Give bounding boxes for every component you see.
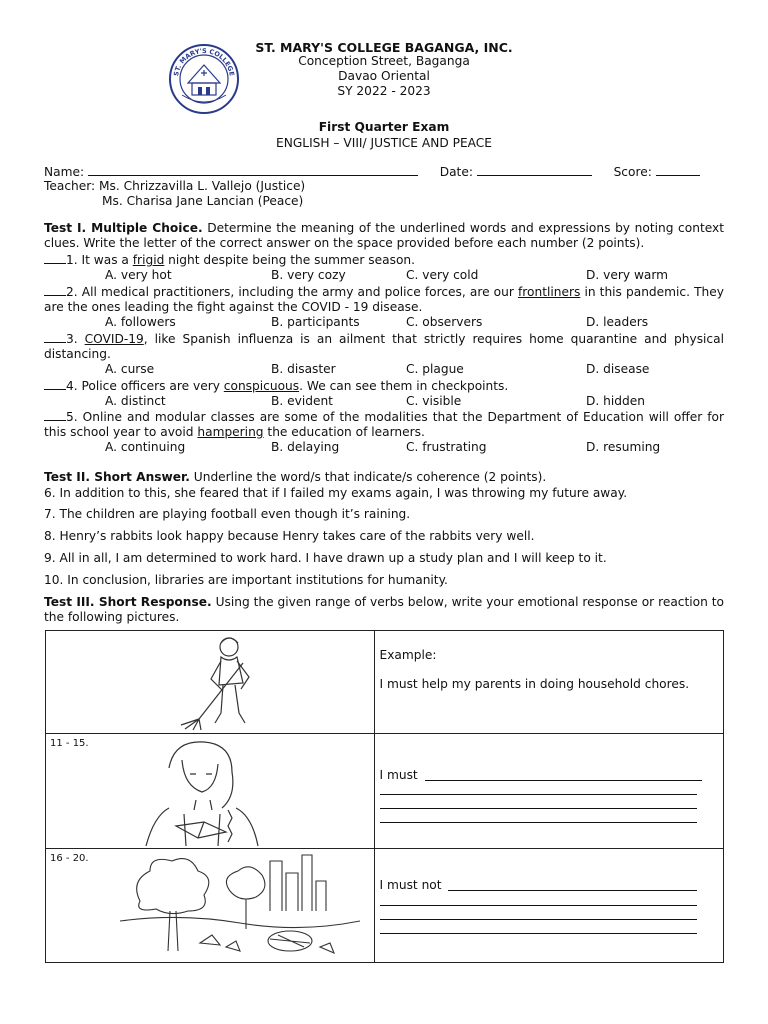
answer-blank-4[interactable] [44,378,66,390]
school-province: Davao Oriental [338,69,430,83]
choice-3d: D. disease [586,362,650,376]
student-info-row [44,164,724,180]
choice-4d: D. hidden [586,394,645,408]
i-must-not-label: I must not [379,878,442,892]
test2-instruction: Underline the word/s that indicate/s coherence (2 points). [193,470,547,484]
score-field[interactable] [656,164,700,176]
choice-1b: B. very cozy [271,268,346,282]
answer-line[interactable] [380,933,697,934]
school-name: ST. MARY'S COLLEGE BAGANGA, INC. [255,40,513,55]
answer-line[interactable] [425,780,702,781]
woman-reading-picture [124,738,274,846]
teacher-2: Ms. Charisa Jane Lancian (Peace) [102,194,304,208]
school-street: Conception Street, Baganga [298,54,470,68]
answer-blank-1[interactable] [44,252,66,264]
svg-text:ST. MARY'S COLLEGE: ST. MARY'S COLLEGE [172,46,236,77]
answer-line[interactable] [380,905,697,906]
choice-2b: B. participants [271,315,360,329]
teacher-row [44,179,724,194]
answer-line[interactable] [380,808,697,809]
choice-2d: D. leaders [586,315,649,329]
underlined-word-1: frigid [132,253,165,267]
picture-cell [46,849,375,963]
test2-instructions [44,470,724,485]
i-must-label: I must [379,768,418,782]
choice-3a: A. curse [105,362,155,376]
answer-line[interactable] [380,919,697,920]
choice-5c: C. frustrating [406,440,487,454]
question-4: 4. Police officers are very conspicuous. We can see them in checkpoints. [44,378,724,394]
choice-2a: A. followers [105,315,176,329]
choice-3c: C. plague [406,362,464,376]
test2-heading: Test II. Short Answer. [44,470,190,484]
test3-instructions [44,595,724,625]
underlined-word-3: COVID-19 [84,332,144,346]
question-8[interactable]: 8. Henry’s rabbits look happy because Henry takes care of the rabbits very well. [44,529,535,543]
answer-line[interactable] [380,794,697,795]
question-2: 2. All medical practitioners, including the army and police forces, are our frontliners in this pandemic. They are the ones leading the fight against the COVID - 19 disease. [44,285,724,314]
exam-title: First Quarter Exam [318,120,450,134]
item-label-11-15: 11 - 15. [50,738,89,749]
question-3: 3. COVID-19, like Spanish influenza is an ailment that strictly requires home quarantine and physical distancing. [44,332,724,361]
test3-heading: Test III. Short Response. [44,595,212,609]
teacher-1: Ms. Chrizzavilla L. Vallejo (Justice) [99,179,306,193]
answer-blank-3[interactable] [44,331,66,343]
test1-instructions [44,221,724,251]
date-label: Date: [439,165,473,179]
question-7[interactable]: 7. The children are playing football even though it’s raining. [44,507,411,521]
choice-1d: D. very warm [586,268,669,282]
choice-4b: B. evident [271,394,333,408]
choice-5a: A. continuing [105,440,186,454]
name-field[interactable] [88,164,418,176]
response-cell [374,849,724,963]
girl-sweeping-picture [171,633,271,731]
response-table [45,630,724,963]
question-10[interactable]: 10. In conclusion, libraries are important institutions for humanity. [44,573,448,587]
choice-5d: D. resuming [586,440,661,454]
response-cell [374,734,724,849]
answer-blank-5[interactable] [44,409,66,421]
name-label: Name: [44,165,85,179]
picture-cell [46,631,375,734]
test3-instruction: Using the given range of verbs below, write your emotional response or reaction to the following pictures. [44,595,724,624]
choice-4c: C. visible [406,394,462,408]
response-cell [374,631,724,734]
choice-5b: B. delaying [271,440,340,454]
choice-3b: B. disaster [271,362,336,376]
question-9[interactable]: 9. All in all, I am determined to work hard. I have drawn up a study plan and I will keep to it. [44,551,607,565]
answer-blank-2[interactable] [44,284,66,296]
choice-1c: C. very cold [406,268,479,282]
date-field[interactable] [477,164,592,176]
test1-heading: Test I. Multiple Choice. [44,221,203,235]
example-label: Example: [379,648,437,662]
underlined-word-5: hampering [197,425,264,439]
choice-4a: A. distinct [105,394,166,408]
table-row [46,631,724,734]
teacher-label: Teacher: [44,179,96,193]
choice-1a: A. very hot [105,268,172,282]
question-6[interactable]: 6. In addition to this, she feared that if I failed my exams again, I was throwing my future away. [44,486,628,500]
answer-line[interactable] [380,822,697,823]
polluted-park-picture [120,851,360,961]
test1-instruction: Determine the meaning of the underlined words and expressions by noting context clues. Write the letter of the correct answer on the space provided before each number (2 points). [44,221,724,250]
choice-2c: C. observers [406,315,483,329]
exam-subject: ENGLISH – VIII/ JUSTICE AND PEACE [276,136,492,150]
table-row [46,849,724,963]
picture-cell [46,734,375,849]
question-5: 5. Online and modular classes are some of the modalities that the Department of Education will offer for this school year to avoid hampering the education of learners. [44,410,724,439]
question-1: 1. It was a frigid night despite being the summer season. [44,252,724,268]
answer-line[interactable] [448,890,697,891]
example-answer: I must help my parents in doing household chores. [379,677,690,691]
underlined-word-2: frontliners [517,285,581,299]
score-label: Score: [613,165,652,179]
school-year: SY 2022 - 2023 [337,84,431,98]
underlined-word-4: conspicuous [223,379,300,393]
table-row [46,734,724,849]
item-label-16-20: 16 - 20. [50,853,89,864]
